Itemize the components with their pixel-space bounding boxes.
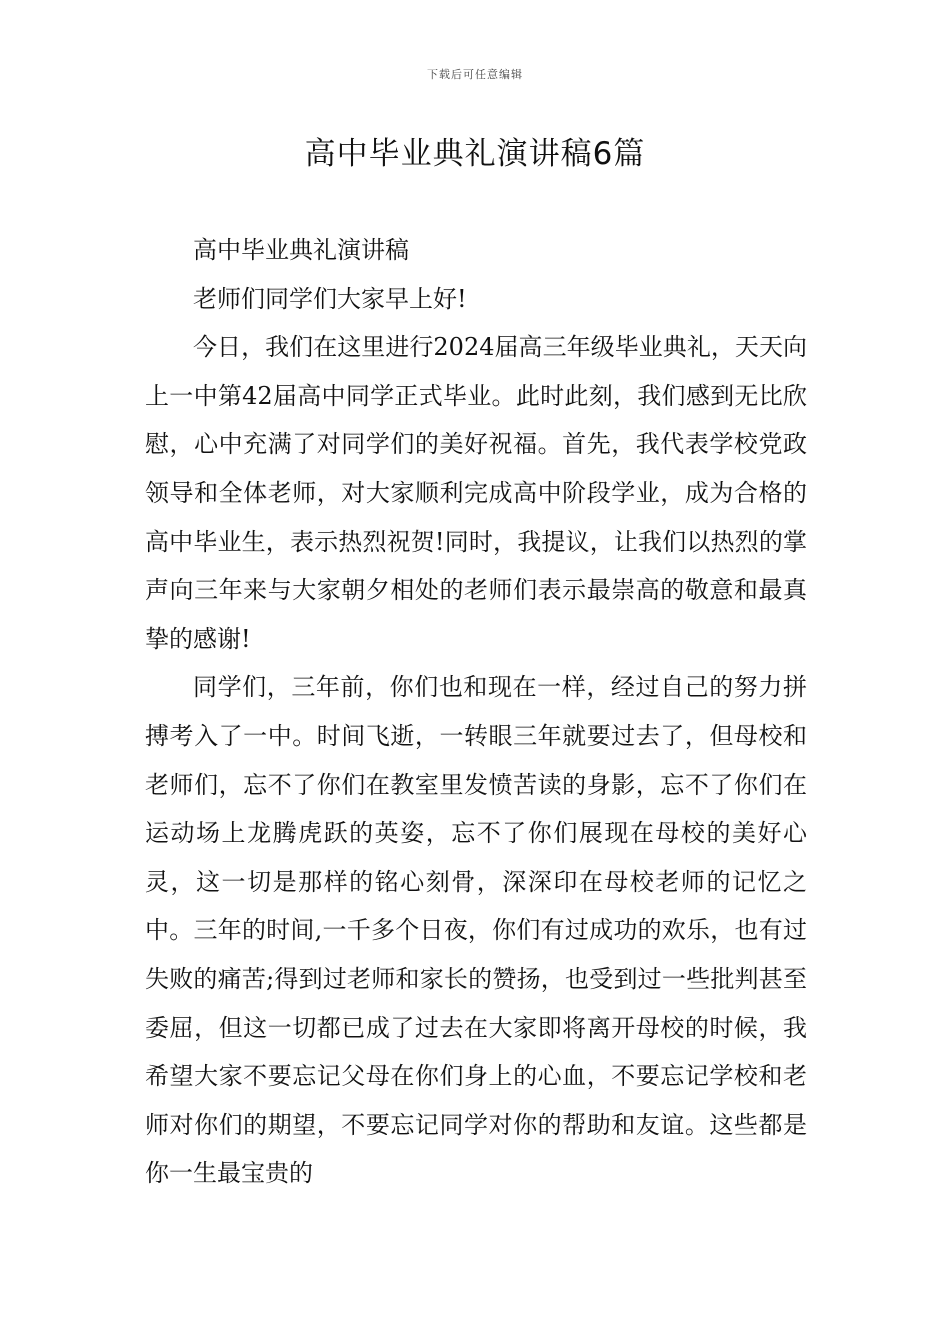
paragraph-greeting: 老师们同学们大家早上好! [193, 284, 467, 313]
document-body [145, 226, 807, 1198]
document-title: 高中毕业典礼演讲稿6篇 [304, 136, 646, 172]
paragraph-2: 同学们，三年前，你们也和现在一样，经过自己的努力拼搏考入了一中。时间飞逝，一转眼三年就要过去了，但母校和老师们，忘不了你们在教室里发愤苦读的身影，忘不了你们在运动场上龙腾虎跃的英姿，忘不了你们展现在母校的美好心灵，这一切是那样的铭心刻骨，深深印在母校老师的记忆之中。三年的时间,一千多个日夜，你们有过成功的欢乐，也有过失败的痛苦;得到过老师和家长的赞扬，也受到过一些批判甚至委屈，但这一切都已成了过去在大家即将离开母校的时候，我希望大家不要忘记父母在你们身上的心血，不要忘记学校和老师对你们的期望，不要忘记同学对你的帮助和友谊。这些都是你一生最宝贵的 [145, 673, 807, 1188]
paragraph-subtitle: 高中毕业典礼演讲稿 [193, 236, 409, 264]
paragraph-1: 今日，我们在这里进行2024届高三年级毕业典礼，天天向上一中第42届高中同学正式毕业。此时此刻，我们感到无比欣慰，心中充满了对同学们的美好祝福。首先，我代表学校党政领导和全体老师，对大家顺利完成高中阶段学业，成为合格的高中毕业生，表示热烈祝贺!同时，我提议，让我们以热烈的掌声向三年来与大家朝夕相处的老师们表示最崇高的敬意和最真挚的感谢! [145, 333, 807, 653]
header-note: 下载后可任意编辑 [427, 68, 523, 81]
